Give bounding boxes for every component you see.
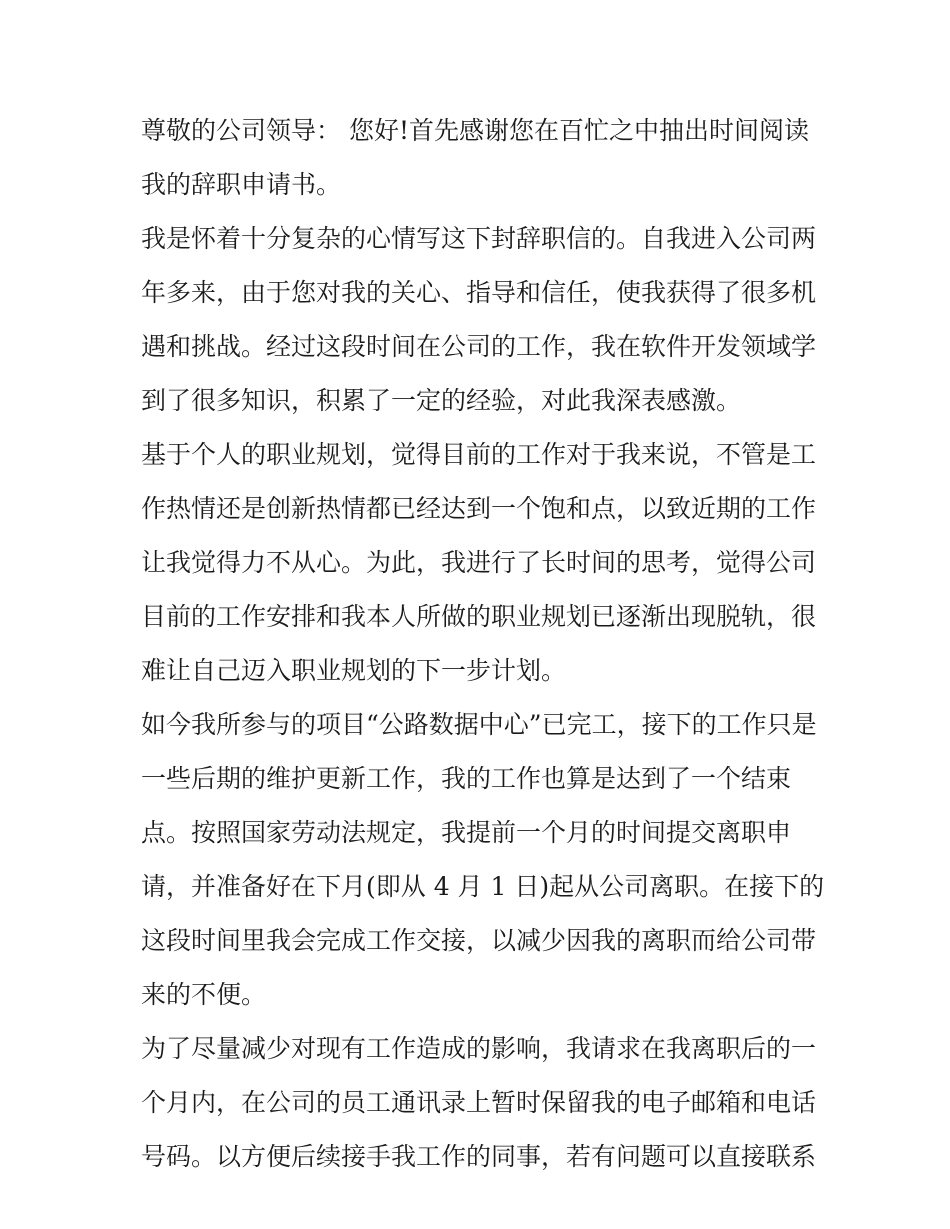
text-line: 尊敬的公司领导： 您好!首先感谢您在百忙之中抽出时间阅读 (141, 116, 809, 145)
text-line: 基于个人的职业规划，觉得目前的工作对于我来说，不管是工 (141, 440, 817, 469)
text-line: 点。按照国家劳动法规定，我提前一个月的时间提交离职申 (141, 818, 792, 847)
text-line: 为了尽量减少对现有工作造成的影响，我请求在我离职后的一 (141, 1034, 817, 1063)
text-line: 我的辞职申请书。 (141, 170, 342, 199)
text-line: 一些后期的维护更新工作，我的工作也算是达到了一个结束 (141, 764, 792, 793)
text-line: 作热情还是创新热情都已经达到一个饱和点，以致近期的工作 (141, 494, 817, 523)
text-line: 来的不便。 (141, 980, 267, 1009)
text-line: 号码。以方便后续接手我工作的同事，若有问题可以直接联系 (141, 1142, 817, 1171)
text-line: 目前的工作安排和我本人所做的职业规划已逐渐出现脱轨，很 (141, 602, 817, 631)
text-line: 到了很多知识，积累了一定的经验，对此我深表感激。 (141, 386, 742, 415)
text-line: 请，并准备好在下月(即从 4 月 1 日)起从公司离职。在接下的 (141, 872, 825, 901)
text-line: 遇和挑战。经过这段时间在公司的工作，我在软件开发领域学 (141, 332, 817, 361)
text-line: 如今我所参与的项目“公路数据中心”已完工，接下的工作只是 (141, 710, 817, 739)
text-line: 我是怀着十分复杂的心情写这下封辞职信的。自我进入公司两 (141, 224, 817, 253)
text-line: 这段时间里我会完成工作交接，以减少因我的离职而给公司带 (141, 926, 817, 955)
text-line: 年多来，由于您对我的关心、指导和信任，使我获得了很多机 (141, 278, 817, 307)
resignation-letter-body (141, 104, 825, 1184)
text-line: 难让自己迈入职业规划的下一步计划。 (141, 656, 567, 685)
text-line: 让我觉得力不从心。为此，我进行了长时间的思考，觉得公司 (141, 548, 817, 577)
text-line: 个月内，在公司的员工通讯录上暂时保留我的电子邮箱和电话 (141, 1088, 817, 1117)
